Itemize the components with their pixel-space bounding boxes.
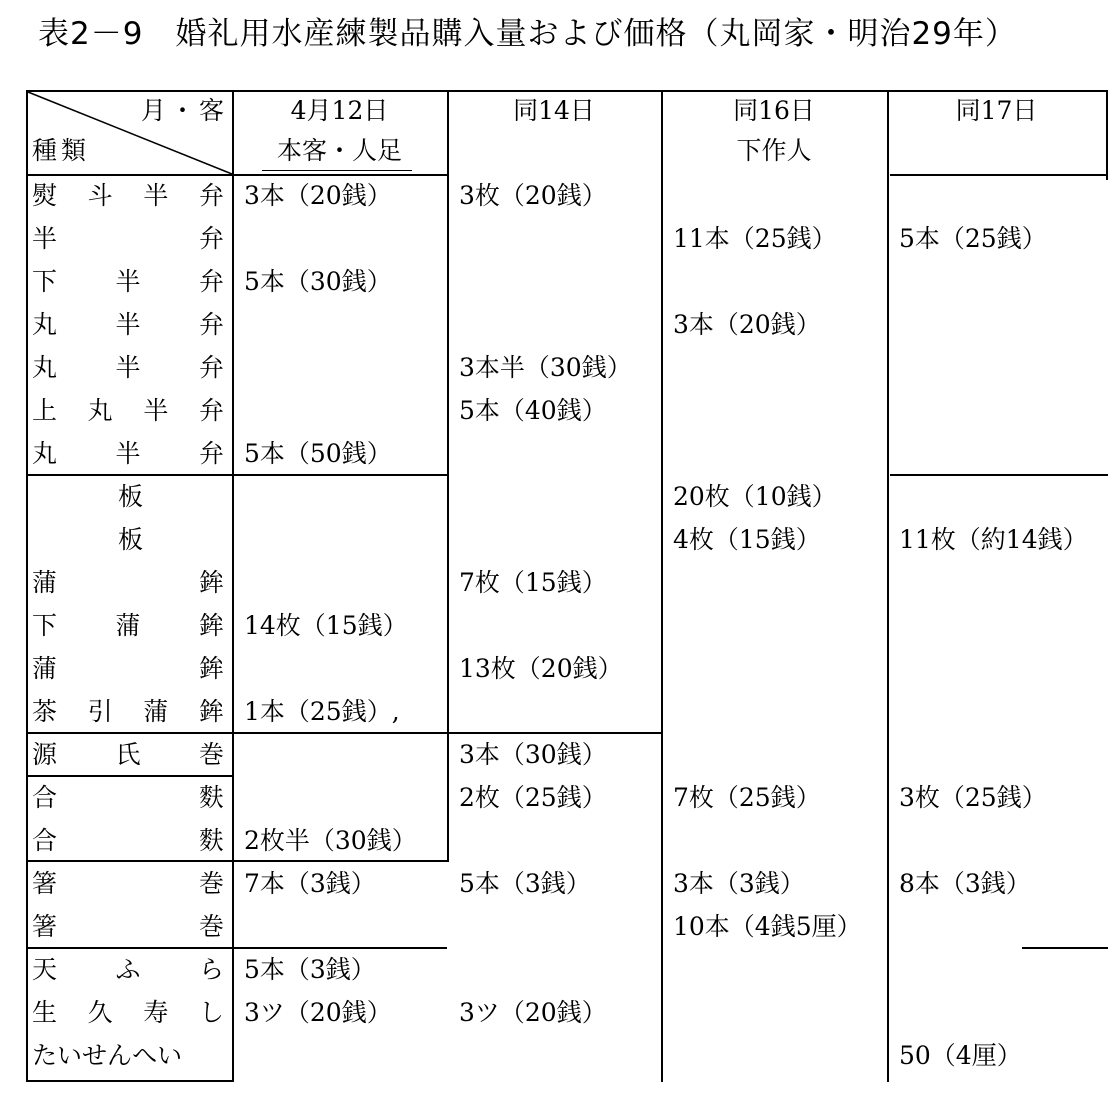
row-type-label: 板 bbox=[118, 482, 144, 511]
row-type-label: 合 麩 bbox=[32, 826, 224, 855]
row-type-label: 下 半 弁 bbox=[32, 267, 224, 296]
column-divider-2 bbox=[447, 90, 449, 862]
table-cell: 5本（30銭） bbox=[244, 267, 392, 296]
header-bottom-border-right bbox=[890, 174, 1108, 176]
row-type-label: た い せ ん へ い bbox=[32, 1041, 183, 1070]
group-separator-1-right bbox=[890, 474, 1108, 476]
row-type-label: 丸 半 弁 bbox=[32, 439, 224, 468]
row-type-label: 蒲 鉾 bbox=[32, 568, 224, 597]
row-type-label: 板 bbox=[118, 525, 144, 554]
purchase-table bbox=[26, 90, 1108, 1082]
row-type-label: 丸 半 弁 bbox=[32, 353, 224, 382]
column-header-2: 同14日 bbox=[513, 96, 595, 125]
table-cell: 3枚（25銭） bbox=[899, 783, 1047, 812]
table-cell: 2枚半（30銭） bbox=[244, 826, 417, 855]
corner-header-bottom: 種類 bbox=[32, 136, 91, 165]
table-cell: 2枚（25銭） bbox=[459, 783, 607, 812]
table-left-border bbox=[26, 90, 28, 1082]
table-cell: 5本（40銭） bbox=[459, 396, 607, 425]
row-type-label: 丸 半 弁 bbox=[32, 310, 224, 339]
table-cell: 7枚（15銭） bbox=[459, 568, 607, 597]
table-bottom-border bbox=[26, 1080, 232, 1082]
table-cell: 5本（3銭） bbox=[459, 869, 591, 898]
table-cell: 7枚（25銭） bbox=[673, 783, 821, 812]
table-cell: 11本（25銭） bbox=[673, 224, 837, 253]
table-cell: 3本（20銭） bbox=[673, 310, 821, 339]
row-type-label: 熨 斗 半 弁 bbox=[32, 181, 224, 210]
table-cell: 3本（3銭） bbox=[673, 869, 805, 898]
table-cell: 4枚（15銭） bbox=[673, 525, 821, 554]
corner-header-top: 月・客 bbox=[140, 96, 228, 125]
row-type-label: 合 麩 bbox=[32, 783, 224, 812]
table-cell: 13枚（20銭） bbox=[459, 654, 623, 683]
table-cell: 11枚（約14銭） bbox=[899, 525, 1088, 554]
table-cell: 1本（25銭）, bbox=[244, 697, 400, 726]
table-cell: 3本（30銭） bbox=[459, 740, 607, 769]
table-cell: 3枚（20銭） bbox=[459, 181, 607, 210]
subheader-underline bbox=[262, 170, 412, 171]
table-cell: 5本（25銭） bbox=[899, 224, 1047, 253]
group-separator-1 bbox=[26, 474, 447, 476]
table-cell: 5本（50銭） bbox=[244, 439, 392, 468]
group-separator-5 bbox=[26, 947, 447, 949]
row-type-label: 蒲 鉾 bbox=[32, 654, 224, 683]
table-cell: 10本（4銭5厘） bbox=[673, 912, 862, 941]
column-subheader-3: 下作人 bbox=[736, 136, 812, 165]
table-cell: 7本（3銭） bbox=[244, 869, 376, 898]
table-cell: 8本（3銭） bbox=[899, 869, 1031, 898]
table-cell: 5本（3銭） bbox=[244, 955, 376, 984]
row-type-label: 上 丸 半 弁 bbox=[32, 396, 224, 425]
group-separator-2 bbox=[26, 732, 661, 734]
group-separator-3 bbox=[26, 775, 232, 777]
group-separator-4 bbox=[26, 860, 449, 862]
table-cell: 20枚（10銭） bbox=[673, 482, 837, 511]
table-cell: 3本（20銭） bbox=[244, 181, 392, 210]
row-type-label: 生 久 寿 し bbox=[32, 998, 224, 1027]
row-type-label: 源 氏 巻 bbox=[32, 740, 224, 769]
row-type-label: 茶 引 蒲 鉾 bbox=[32, 697, 224, 726]
row-type-label: 下 蒲 鉾 bbox=[32, 611, 224, 640]
table-cell: 14枚（15銭） bbox=[244, 611, 408, 640]
table-cell: 3ツ（20銭） bbox=[244, 998, 392, 1027]
group-separator-5-right bbox=[1022, 947, 1108, 949]
table-cell: 3本半（30銭） bbox=[459, 353, 632, 382]
row-type-label: 天 ふ ら bbox=[32, 955, 224, 984]
table-cell: 3ツ（20銭） bbox=[459, 998, 607, 1027]
column-header-1: 4月12日 bbox=[290, 96, 389, 125]
column-divider-1 bbox=[232, 90, 234, 1082]
column-divider-4 bbox=[887, 90, 889, 1082]
row-type-label: 半 弁 bbox=[32, 224, 224, 253]
column-subheader-1: 本客・人足 bbox=[276, 136, 402, 165]
row-type-label: 箸 巻 bbox=[32, 869, 224, 898]
column-header-4: 同17日 bbox=[955, 96, 1038, 125]
column-header-3: 同16日 bbox=[733, 96, 815, 125]
table-cell: 50（4厘） bbox=[899, 1041, 1022, 1070]
column-divider-3 bbox=[661, 90, 663, 1082]
table-right-border bbox=[1106, 90, 1108, 180]
row-type-label: 箸 巻 bbox=[32, 912, 224, 941]
table-title: 表2－9 婚礼用水産練製品購入量および価格（丸岡家・明治29年） bbox=[38, 16, 1017, 52]
